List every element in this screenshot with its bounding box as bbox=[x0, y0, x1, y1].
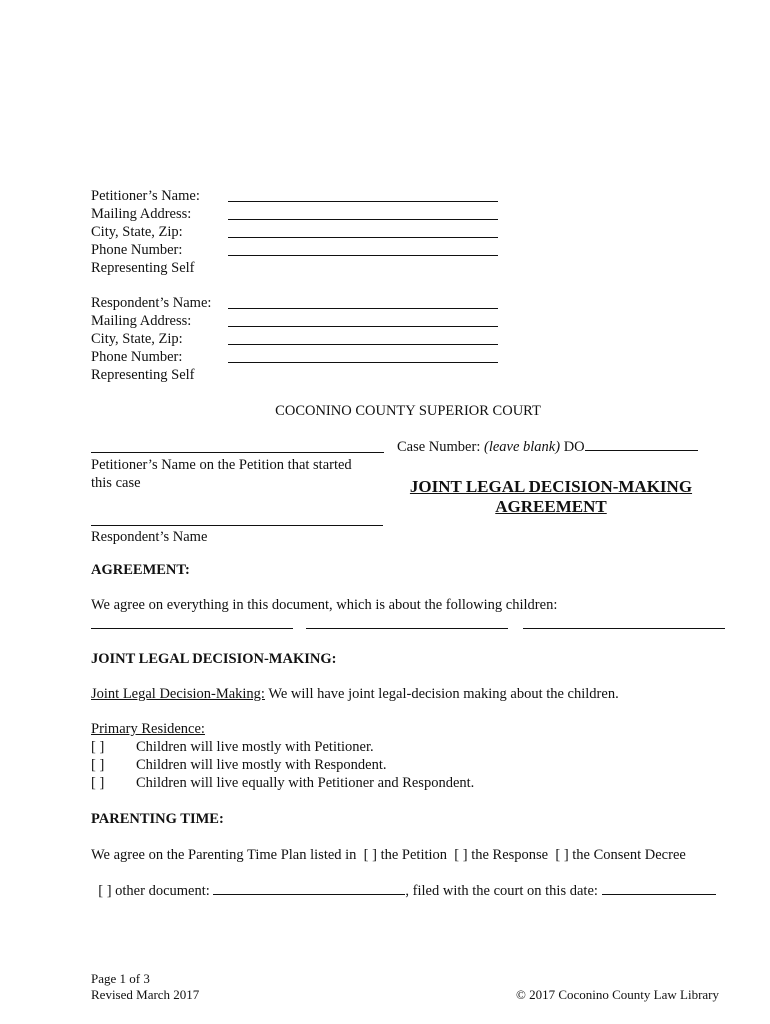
respondent-name-field[interactable] bbox=[228, 308, 498, 309]
petitioner-phone-label: Phone Number: bbox=[91, 242, 183, 258]
residence-option-3-label: Children will live equally with Petitioner and Respondent. bbox=[136, 775, 475, 791]
residence-option-2-checkbox[interactable]: [ ] bbox=[91, 757, 105, 773]
parenting-time-line-2 bbox=[91, 864, 716, 900]
petitioner-representing-label: Representing Self bbox=[91, 260, 195, 276]
residence-option-1-label: Children will live mostly with Petitioner. bbox=[136, 739, 374, 755]
respondent-name-label: Respondent’s Name: bbox=[91, 295, 212, 311]
jldm-label: Joint Legal Decision-Making: bbox=[91, 686, 265, 702]
case-number-label: Case Number: bbox=[397, 439, 484, 455]
petitioner-city-label: City, State, Zip: bbox=[91, 224, 183, 240]
respondent-representing-label: Representing Self bbox=[91, 367, 195, 383]
residence-option-2-label: Children will live mostly with Respondent. bbox=[136, 757, 387, 773]
document-title-line-1: JOINT LEGAL DECISION-MAKING bbox=[409, 477, 693, 496]
copyright-notice: © 2017 Coconino County Law Library bbox=[515, 987, 719, 1002]
residence-option-3-checkbox[interactable]: [ ] bbox=[91, 775, 105, 791]
residence-option-1-checkbox[interactable]: [ ] bbox=[91, 739, 105, 755]
petitioner-city-field[interactable] bbox=[228, 237, 498, 238]
case-number-hint: (leave blank) bbox=[483, 439, 561, 455]
primary-residence-heading: Primary Residence: bbox=[91, 721, 205, 737]
petitioner-caption-field[interactable] bbox=[91, 452, 384, 453]
filed-date-label: , filed with the court on this date: bbox=[405, 883, 602, 899]
petitioner-mailing-label: Mailing Address: bbox=[91, 206, 192, 222]
respondent-caption-label: Respondent’s Name bbox=[91, 529, 208, 545]
jldm-row bbox=[91, 685, 619, 703]
other-document-label: [ ] other document: bbox=[98, 883, 214, 899]
respondent-city-label: City, State, Zip: bbox=[91, 331, 183, 347]
document-title-line-2: AGREEMENT bbox=[495, 497, 607, 516]
page-number: Page 1 of 3 bbox=[91, 971, 150, 986]
petitioner-name-label: Petitioner’s Name: bbox=[91, 188, 200, 204]
respondent-mailing-field[interactable] bbox=[228, 326, 498, 327]
revised-date: Revised March 2017 bbox=[91, 987, 200, 1002]
petitioner-mailing-field[interactable] bbox=[228, 219, 498, 220]
agreement-text: We agree on everything in this document, which is about the following children: bbox=[91, 597, 558, 613]
child-name-field-1[interactable] bbox=[91, 628, 293, 629]
respondent-phone-field[interactable] bbox=[228, 362, 498, 363]
respondent-mailing-label: Mailing Address: bbox=[91, 313, 192, 329]
petitioner-caption-label-2: this case bbox=[91, 475, 141, 491]
case-number-prefix: DO bbox=[560, 439, 585, 455]
respondent-city-field[interactable] bbox=[228, 344, 498, 345]
filed-date-field[interactable] bbox=[602, 882, 716, 895]
petitioner-caption-label-1: Petitioner’s Name on the Petition that started bbox=[91, 457, 352, 473]
case-number-field[interactable] bbox=[585, 438, 698, 451]
respondent-phone-label: Phone Number: bbox=[91, 349, 183, 365]
parenting-time-heading: PARENTING TIME: bbox=[91, 811, 224, 827]
respondent-caption-field[interactable] bbox=[91, 525, 383, 526]
jldm-heading: JOINT LEGAL DECISION-MAKING: bbox=[91, 651, 337, 667]
court-name: COCONINO COUNTY SUPERIOR COURT bbox=[275, 403, 541, 419]
parenting-time-line-1: We agree on the Parenting Time Plan listed in [ ] the Petition [ ] the Response [ ] the Consent Decree bbox=[91, 847, 686, 863]
petitioner-phone-field[interactable] bbox=[228, 255, 498, 256]
other-document-field[interactable] bbox=[213, 882, 405, 895]
petitioner-name-field[interactable] bbox=[228, 201, 498, 202]
child-name-field-3[interactable] bbox=[523, 628, 725, 629]
child-name-field-2[interactable] bbox=[306, 628, 508, 629]
case-number-row bbox=[397, 438, 698, 456]
jldm-text: We will have joint legal-decision making about the children. bbox=[264, 686, 619, 702]
agreement-heading: AGREEMENT: bbox=[91, 562, 190, 578]
